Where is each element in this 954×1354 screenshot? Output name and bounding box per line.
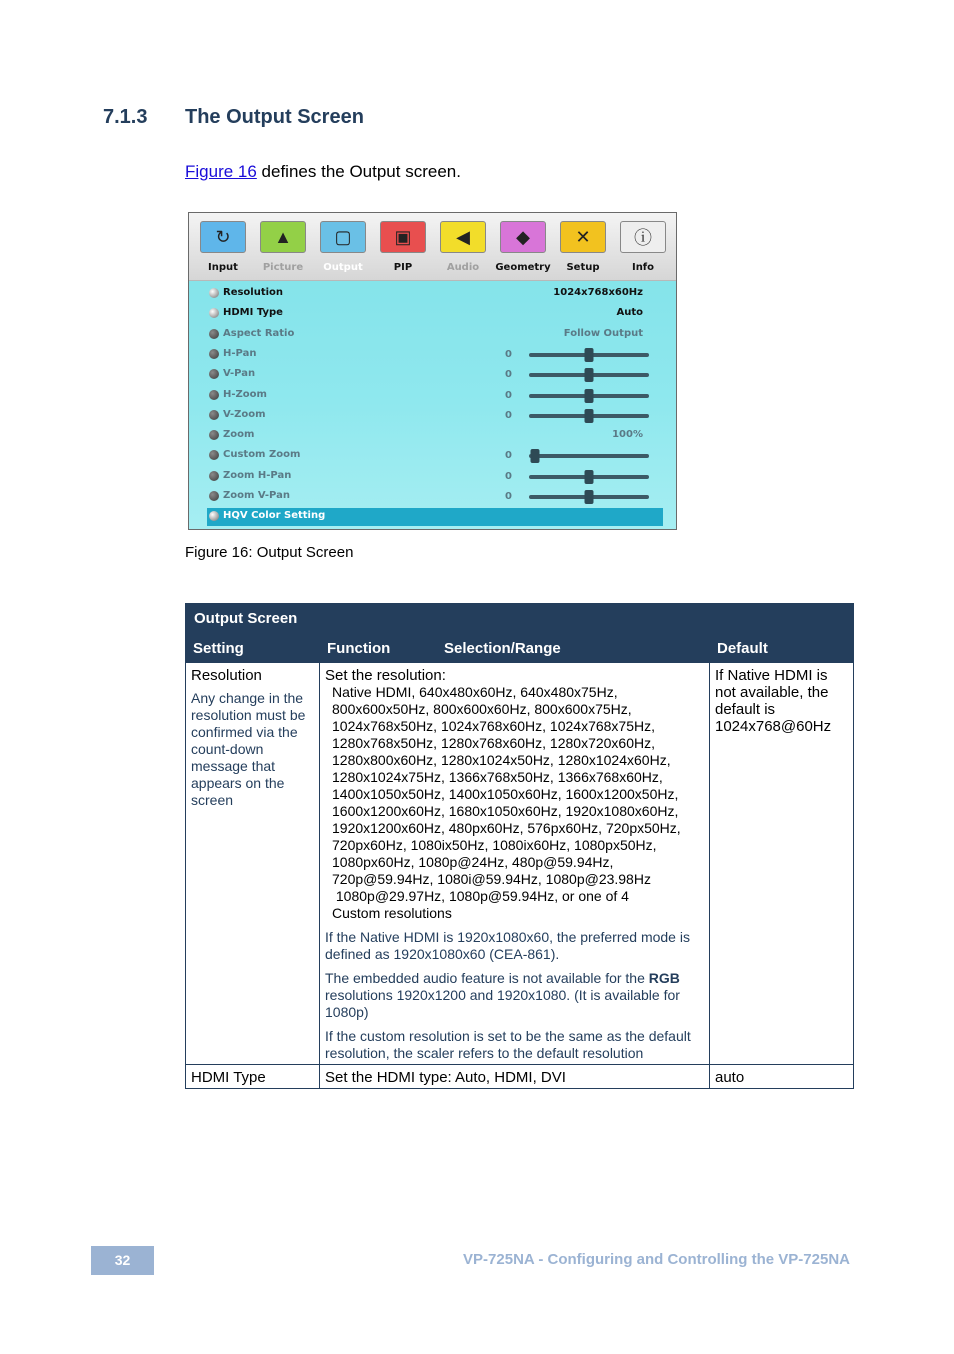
native-hdmi-note: If the Native HDMI is 1920x1080x60, the preferred mode is defined as 1920x1080x60 (CEA-861). <box>325 929 690 962</box>
figure-caption: Figure 16: Output Screen <box>185 544 354 561</box>
bullet-icon <box>209 430 219 440</box>
resolution-line: 1080p@29.97Hz, 1080p@59.94Hz, or one of 4 <box>332 888 629 904</box>
embedded-audio-note <box>325 970 704 1021</box>
osd-row-label: Zoom V-Pan <box>223 490 290 501</box>
table-row <box>186 1065 854 1089</box>
section-title: The Output Screen <box>185 106 364 128</box>
osd-slider-handle[interactable] <box>585 368 594 382</box>
resolution-line: 1920x1200x60Hz, 480px60Hz, 576px60Hz, 720px50Hz, <box>332 820 681 836</box>
osd-row-h-pan[interactable] <box>207 346 663 364</box>
bullet-icon <box>209 369 219 379</box>
function-text: Set the resolution: <box>325 667 446 684</box>
osd-row-number: 0 <box>505 491 512 502</box>
osd-slider-handle[interactable] <box>585 409 594 423</box>
osd-tab-label: Input <box>208 262 238 273</box>
osd-row-label: HQV Color Setting <box>223 510 326 522</box>
header-setting: Setting <box>186 634 320 663</box>
osd-tab-geometry[interactable] <box>493 221 553 273</box>
resolution-line: 1080px60Hz, 1080p@24Hz, 480p@59.94Hz, <box>332 854 614 870</box>
bullet-icon <box>209 329 219 339</box>
custom-resolution-note: If the custom resolution is set to be the same as the default resolution, the scaler refers to the default resolution <box>325 1028 691 1061</box>
osd-row-h-zoom[interactable] <box>207 387 663 405</box>
osd-slider[interactable] <box>529 353 649 357</box>
osd-tab-audio[interactable] <box>433 221 493 273</box>
osd-row-number: 0 <box>505 348 512 360</box>
bullet-icon <box>209 471 219 481</box>
bullet-icon <box>209 450 219 460</box>
osd-row-label: V-Zoom <box>223 408 266 420</box>
resolution-line: 1280x768x50Hz, 1280x768x60Hz, 1280x720x60Hz, <box>332 735 656 751</box>
osd-row-label: H-Pan <box>223 347 257 359</box>
footer-title: VP-725NA - Configuring and Controlling the VP-725NA <box>463 1251 850 1268</box>
osd-tab-setup[interactable] <box>553 221 613 273</box>
osd-row-label: Resolution <box>223 287 284 298</box>
picture-icon: ▲ <box>260 221 306 253</box>
osd-tab-label: Audio <box>446 262 480 273</box>
output-screen-figure <box>188 212 677 530</box>
osd-row-number: 0 <box>505 409 512 421</box>
osd-tab-picture[interactable] <box>253 221 313 273</box>
bullet-icon <box>209 308 219 318</box>
intro-text: defines the Output screen. <box>256 162 461 181</box>
cell-default: If Native HDMI is not available, the default is 1024x768@60Hz <box>710 663 854 1065</box>
resolution-line: Native HDMI, 640x480x60Hz, 640x480x75Hz, <box>332 684 618 700</box>
output-icon: ▢ <box>320 221 366 253</box>
osd-tab-label: Picture <box>262 262 304 273</box>
header-default: Default <box>710 634 854 663</box>
osd-row-number: 0 <box>505 470 512 482</box>
setting-note: Any change in the resolution must be confirmed via the count-down message that appears on the screen <box>191 690 306 808</box>
bullet-icon <box>209 410 219 420</box>
osd-row-number: 0 <box>505 369 512 381</box>
osd-slider[interactable] <box>529 394 649 398</box>
osd-row-label: Zoom <box>223 429 255 441</box>
bullet-icon <box>209 349 219 359</box>
note-bold: RGB <box>648 970 680 986</box>
osd-row-label: Zoom H-Pan <box>223 469 292 481</box>
osd-slider-handle[interactable] <box>585 348 594 362</box>
osd-row-value: 1024x768x60Hz <box>553 287 643 298</box>
osd-slider[interactable] <box>529 414 649 418</box>
osd-tab-label: Geometry <box>495 262 551 273</box>
osd-row-aspect-ratio[interactable] <box>207 326 663 344</box>
geometry-icon: ◆ <box>500 221 546 253</box>
input-icon: ↻ <box>200 221 246 253</box>
osd-row-number: 0 <box>505 389 512 401</box>
cell-default: auto <box>710 1065 854 1089</box>
cell-function <box>320 663 710 1065</box>
osd-row-number: 0 <box>505 450 512 462</box>
section-number: 7.1.3 <box>103 106 148 128</box>
osd-row-label: V-Pan <box>223 368 256 380</box>
bullet-icon <box>209 288 219 298</box>
figure-16-link[interactable]: Figure 16 <box>185 162 257 181</box>
info-icon: ⓘ <box>620 221 666 253</box>
osd-slider-handle[interactable] <box>585 470 594 484</box>
setup-icon: ✕ <box>560 221 606 253</box>
osd-row-zoom-h-pan[interactable] <box>207 468 663 486</box>
resolution-line: 800x600x50Hz, 800x600x60Hz, 800x600x75Hz, <box>332 701 632 717</box>
resolution-line: 720p@59.94Hz, 1080i@59.94Hz, 1080p@23.98Hz <box>332 871 651 887</box>
osd-row-label: Aspect Ratio <box>223 327 295 339</box>
resolution-line: Custom resolutions <box>332 905 452 921</box>
bullet-icon <box>209 491 219 501</box>
note-text: The embedded audio feature is not available for the <box>325 970 649 986</box>
table-title: Output Screen <box>186 604 854 634</box>
osd-row-label: Custom Zoom <box>223 449 301 461</box>
section-heading <box>103 106 364 129</box>
osd-row-value: Follow Output <box>563 327 643 339</box>
osd-slider-handle[interactable] <box>585 490 594 504</box>
osd-tab-label: Setup <box>566 262 600 273</box>
osd-row-hdmi-type[interactable] <box>207 305 663 323</box>
osd-tab-output[interactable] <box>313 221 373 273</box>
resolution-line: 1280x1024x75Hz, 1366x768x50Hz, 1366x768x60Hz, <box>332 769 663 785</box>
table-row <box>186 663 854 1065</box>
cell-setting: HDMI Type <box>186 1065 320 1089</box>
osd-slider[interactable] <box>529 373 649 377</box>
osd-tab-label: PIP <box>393 262 413 273</box>
output-screen-table <box>185 603 854 1089</box>
osd-row-value: Auto <box>616 307 643 319</box>
osd-row-custom-zoom[interactable] <box>207 447 663 465</box>
osd-slider-handle[interactable] <box>585 389 594 403</box>
osd-tab-label: Output <box>323 262 363 273</box>
audio-icon: ◀ <box>440 221 486 253</box>
osd-slider[interactable] <box>529 495 649 499</box>
resolution-line: 720px60Hz, 1080ix50Hz, 1080ix60Hz, 1080px50Hz, <box>332 837 657 853</box>
osd-menu-bar <box>189 213 676 281</box>
osd-row-zoom[interactable] <box>207 427 663 445</box>
intro-paragraph <box>185 162 461 182</box>
bullet-icon <box>209 511 219 521</box>
resolution-list <box>325 684 704 922</box>
osd-row-value: 100% <box>612 429 643 441</box>
osd-row-v-pan[interactable] <box>207 366 663 384</box>
osd-row-label: HDMI Type <box>223 307 283 319</box>
header-function: Function <box>320 634 437 663</box>
osd-tab-pip[interactable] <box>373 221 433 273</box>
osd-tab-label: Info <box>631 262 655 273</box>
note-text: resolutions 1920x1200 and 1920x1080. (It is available for 1080p) <box>325 987 680 1020</box>
osd-slider[interactable] <box>529 475 649 479</box>
resolution-line: 1400x1050x50Hz, 1400x1050x60Hz, 1600x1200x50Hz, <box>332 786 679 802</box>
resolution-line: 1280x800x60Hz, 1280x1024x50Hz, 1280x1024x60Hz, <box>332 752 671 768</box>
osd-row-hqv-color-setting[interactable] <box>207 508 663 526</box>
osd-tab-info[interactable] <box>613 221 673 273</box>
bullet-icon <box>209 390 219 400</box>
setting-name: Resolution <box>191 667 262 684</box>
osd-row-resolution[interactable] <box>207 285 663 303</box>
osd-row-zoom-v-pan[interactable] <box>207 488 663 506</box>
cell-function: Set the HDMI type: Auto, HDMI, DVI <box>320 1065 710 1089</box>
osd-row-v-zoom[interactable] <box>207 407 663 425</box>
page-number: 32 <box>91 1246 154 1275</box>
osd-slider-handle[interactable] <box>531 449 540 463</box>
pip-icon: ▣ <box>380 221 426 253</box>
osd-row-label: H-Zoom <box>223 388 267 400</box>
osd-slider[interactable] <box>529 454 649 458</box>
cell-setting <box>186 663 320 1065</box>
resolution-line: 1024x768x50Hz, 1024x768x60Hz, 1024x768x75Hz, <box>332 718 656 734</box>
header-selection-range: Selection/Range <box>437 634 710 663</box>
resolution-line: 1600x1200x60Hz, 1680x1050x60Hz, 1920x1080x60Hz, <box>332 803 679 819</box>
osd-tab-input[interactable] <box>193 221 253 273</box>
